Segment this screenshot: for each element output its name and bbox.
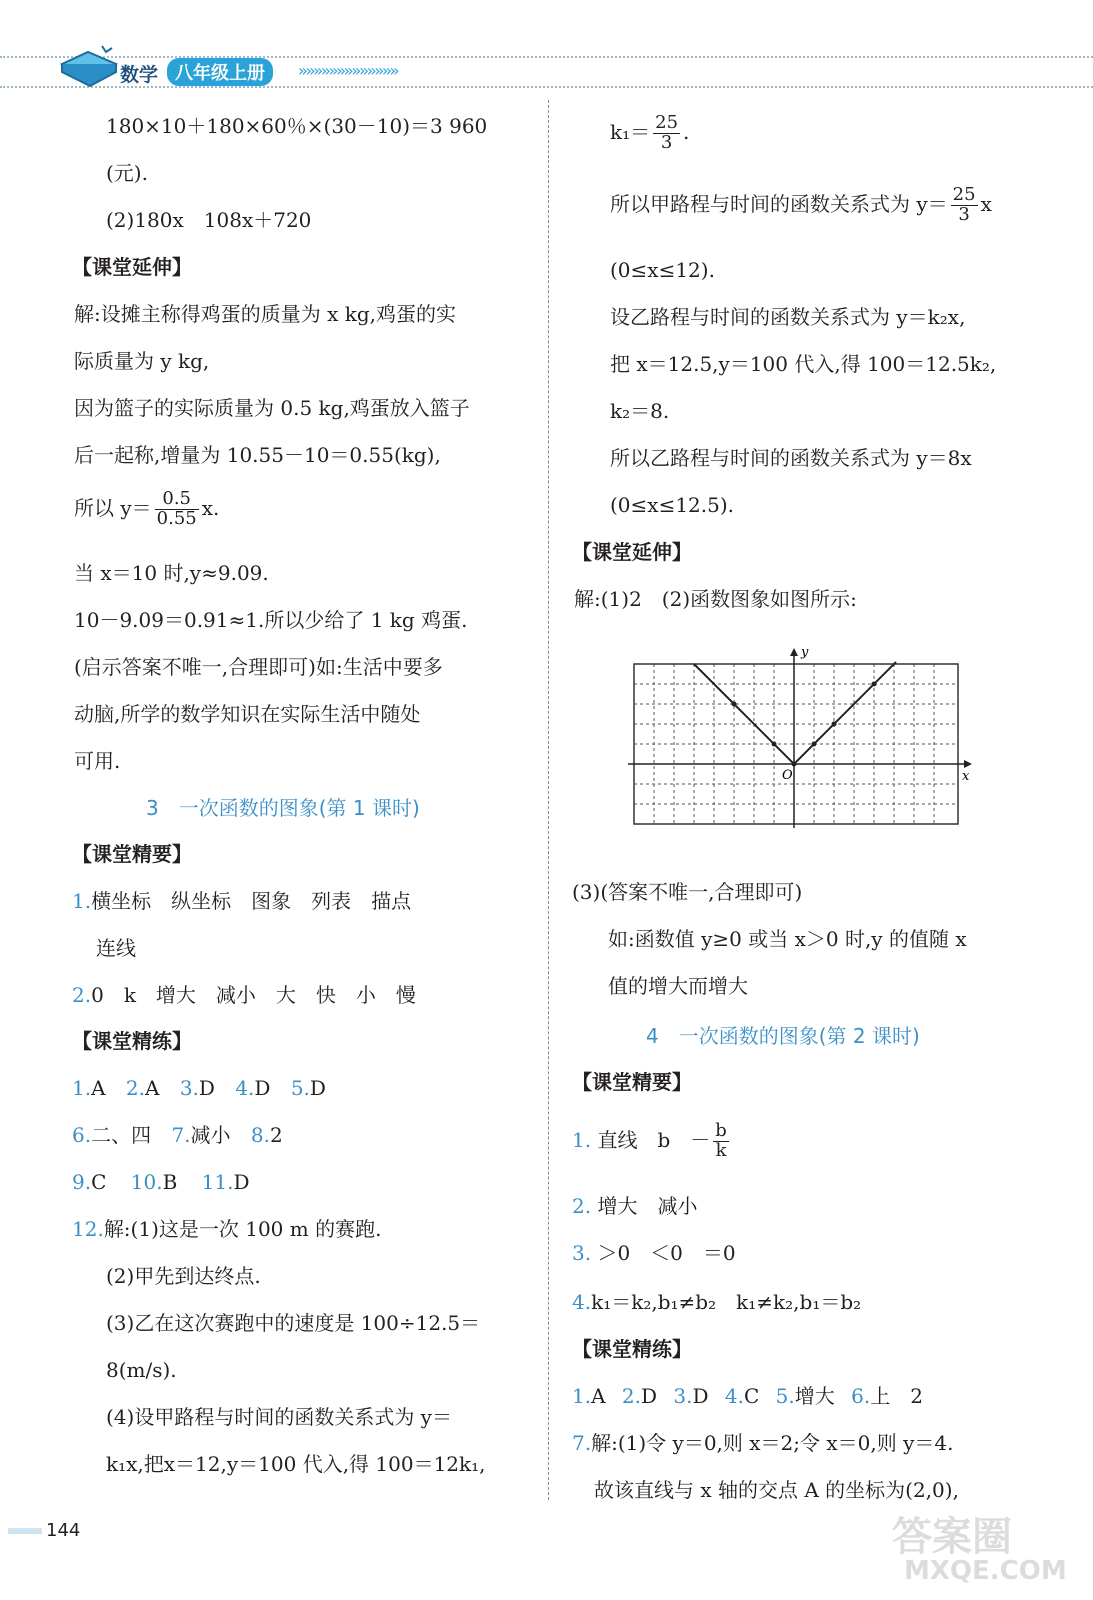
item-number: 2. xyxy=(72,983,92,1007)
item-number: 10. xyxy=(130,1170,163,1194)
item-number: 2. xyxy=(621,1384,641,1408)
answer-text: D xyxy=(692,1384,709,1408)
answer-item xyxy=(72,1123,151,1147)
text-line: (0≤x≤12). xyxy=(610,258,715,282)
answer-line xyxy=(72,889,411,913)
answer-item xyxy=(776,1384,835,1408)
text-line: 所以乙路程与时间的函数关系式为 y＝8x xyxy=(610,446,972,470)
fraction xyxy=(653,114,680,153)
answer-text: ＞0 ＜0 ＝0 xyxy=(597,1241,736,1265)
answer-item xyxy=(126,1076,160,1100)
answer-item xyxy=(180,1076,215,1100)
text-line: 故该直线与 x 轴的交点 A 的坐标为(2,0), xyxy=(594,1478,959,1502)
formula-suffix: . xyxy=(683,119,690,144)
item-number: 3. xyxy=(179,1076,199,1100)
data-point xyxy=(832,722,837,727)
item-number: 3. xyxy=(572,1241,592,1265)
text-line: 8(m/s). xyxy=(106,1358,177,1382)
text-line: 当 x＝10 时,y≈9.09. xyxy=(74,561,269,585)
answer-item xyxy=(171,1123,230,1147)
item-number: 4. xyxy=(235,1076,255,1100)
lesson-title: 4 一次函数的图象(第 2 课时) xyxy=(646,1024,920,1048)
fraction xyxy=(713,1122,729,1161)
answer-row xyxy=(72,1170,250,1194)
watermark-line2: MXQE.COM xyxy=(904,1556,1067,1586)
answer-text: 减小 xyxy=(190,1123,231,1147)
section-heading: 【课堂精练】 xyxy=(72,1029,192,1053)
formula-suffix: x. xyxy=(201,495,220,520)
answer-item xyxy=(235,1076,270,1100)
answer-text: 上 2 xyxy=(870,1384,923,1408)
y-axis-label: y xyxy=(801,645,809,660)
item-number: 4. xyxy=(724,1384,744,1408)
answer-text: 2 xyxy=(270,1123,283,1147)
fraction-denominator: 3 xyxy=(660,131,673,153)
answer-line xyxy=(72,1217,381,1241)
graph-grid xyxy=(634,664,958,824)
fraction xyxy=(155,490,199,529)
item-number: 9. xyxy=(72,1170,92,1194)
abs-function-line xyxy=(694,662,896,764)
x-axis-arrow xyxy=(964,760,972,768)
item-number: 2. xyxy=(572,1194,592,1218)
answer-text: 二、四 xyxy=(91,1123,152,1147)
answer-line xyxy=(572,1194,697,1218)
answer-item xyxy=(673,1384,708,1408)
answer-line xyxy=(572,1290,861,1314)
text-line: 10－9.09＝0.91≈1.所以少给了 1 kg 鸡蛋. xyxy=(74,608,468,632)
header-dotted-rule xyxy=(0,86,1093,88)
function-graph xyxy=(624,642,980,832)
section-heading: 【课堂延伸】 xyxy=(572,540,692,564)
answer-item xyxy=(851,1384,923,1408)
item-number: 5. xyxy=(775,1384,795,1408)
formula-line xyxy=(74,490,219,529)
answer-text: 解:(1)令 y＝0,则 x＝2;令 x＝0,则 y＝4. xyxy=(591,1431,954,1455)
answer-text: 增大 减小 xyxy=(597,1194,698,1218)
item-number: 3. xyxy=(673,1384,693,1408)
fraction-denominator: 3 xyxy=(958,203,970,225)
item-number: 11. xyxy=(201,1170,234,1194)
text-line: (启示答案不唯一,合理即可)如:生活中要多 xyxy=(74,655,443,679)
answer-row xyxy=(72,1076,326,1100)
data-point xyxy=(772,742,777,747)
answer-item xyxy=(72,1170,106,1194)
section-heading: 【课堂精要】 xyxy=(72,842,192,866)
watermark-line1: 答案圈 xyxy=(892,1514,1012,1560)
fraction-numerator: 0.5 xyxy=(155,490,199,510)
answer-text: D xyxy=(641,1384,658,1408)
answer-line xyxy=(572,1241,736,1265)
answer-item xyxy=(72,1076,106,1100)
section-heading: 【课堂精要】 xyxy=(572,1070,692,1094)
item-number: 12. xyxy=(72,1217,104,1241)
text-line: 值的增大而增大 xyxy=(608,974,748,998)
answer-line xyxy=(572,1122,732,1161)
answer-text: C xyxy=(91,1170,107,1194)
item-number: 8. xyxy=(250,1123,270,1147)
text-line: 解:(1)2 (2)函数图象如图所示: xyxy=(574,587,857,611)
text-line: 际质量为 y kg, xyxy=(74,349,210,373)
text-line: (2)甲先到达终点. xyxy=(106,1264,261,1288)
item-number: 6. xyxy=(851,1384,871,1408)
text-line: 动脑,所学的数学知识在实际生活中随处 xyxy=(74,702,421,726)
section-heading: 【课堂延伸】 xyxy=(72,255,192,279)
answer-text: C xyxy=(744,1384,760,1408)
text-line: k₂＝8. xyxy=(610,399,670,423)
item-number: 1. xyxy=(72,889,92,913)
answer-text: A xyxy=(591,1384,606,1408)
header-subject: 数学 xyxy=(120,64,159,86)
data-point xyxy=(732,702,737,707)
text-line: (3)(答案不唯一,合理即可) xyxy=(572,880,803,904)
formula-prefix: k₁＝ xyxy=(610,119,651,144)
fraction-numerator: b xyxy=(715,1120,727,1141)
answer-text: D xyxy=(254,1076,271,1100)
book-icon xyxy=(58,42,120,88)
item-number: 1. xyxy=(572,1127,592,1152)
origin-label: O xyxy=(782,768,793,783)
header-dotted-rule xyxy=(0,56,1093,58)
formula-line xyxy=(610,186,992,225)
text-line: (元). xyxy=(106,161,148,185)
header-grade-badge: 八年级上册 xyxy=(167,58,273,86)
answer-text: k₁＝k₂,b₁≠b₂ k₁≠k₂,b₁＝b₂ xyxy=(591,1290,862,1314)
formula-suffix: x xyxy=(980,191,992,216)
item-number: 7. xyxy=(572,1431,592,1455)
answer-line xyxy=(72,983,416,1007)
item-number: 1. xyxy=(72,1076,92,1100)
answer-text: 增大 xyxy=(794,1384,835,1408)
answer-item xyxy=(202,1170,250,1194)
fraction-denominator: 0.55 xyxy=(156,507,197,529)
column-divider xyxy=(548,100,549,1500)
lesson-title: 3 一次函数的图象(第 1 课时) xyxy=(146,796,420,820)
data-point xyxy=(812,742,817,747)
answer-text: A xyxy=(145,1076,160,1100)
answer-item xyxy=(251,1123,283,1147)
answer-item xyxy=(131,1170,178,1194)
formula-prefix: 所以 y＝ xyxy=(74,495,152,520)
answer-item xyxy=(572,1384,606,1408)
fraction-numerator: 25 xyxy=(952,184,976,205)
data-point xyxy=(872,682,877,687)
y-axis-arrow xyxy=(790,648,798,656)
answer-item xyxy=(291,1076,326,1100)
item-number: 4. xyxy=(572,1290,592,1314)
answer-item xyxy=(622,1384,657,1408)
answer-text: 0 k 增大 减小 大 快 小 慢 xyxy=(91,983,416,1007)
page-header xyxy=(0,0,1093,100)
text-line: (2)180x 108x＋720 xyxy=(106,208,312,232)
page-number: 144 xyxy=(46,1520,81,1541)
answer-text: D xyxy=(309,1076,326,1100)
data-point xyxy=(792,762,797,767)
answer-text: A xyxy=(91,1076,106,1100)
answer-item xyxy=(725,1384,759,1408)
text-line: k₁x,把x＝12,y＝100 代入,得 100＝12k₁, xyxy=(106,1452,486,1476)
text-line: (0≤x≤12.5). xyxy=(610,493,735,517)
fraction-numerator: 25 xyxy=(655,112,679,133)
answer-text: B xyxy=(162,1170,178,1194)
item-number: 6. xyxy=(72,1123,92,1147)
section-heading: 【课堂精练】 xyxy=(572,1337,692,1361)
answer-text: 解:(1)这是一次 100 m 的赛跑. xyxy=(103,1217,382,1241)
answer-row xyxy=(572,1384,923,1408)
text-line: 连线 xyxy=(96,936,136,960)
answer-text: D xyxy=(198,1076,215,1100)
item-number: 7. xyxy=(171,1123,191,1147)
text-line: (3)乙在这次赛跑中的速度是 100÷12.5＝ xyxy=(106,1311,481,1335)
x-axis-label: x xyxy=(962,769,970,784)
text-line: 把 x＝12.5,y＝100 代入,得 100＝12.5k₂, xyxy=(610,352,997,376)
item-number: 5. xyxy=(290,1076,310,1100)
text-line: 设乙路程与时间的函数关系式为 y＝k₂x, xyxy=(610,305,966,329)
fraction xyxy=(951,186,978,225)
answer-row xyxy=(72,1123,283,1147)
text-line: 后一起称,增量为 10.55－10＝0.55(kg), xyxy=(74,443,441,467)
formula-prefix: 所以甲路程与时间的函数关系式为 y＝ xyxy=(610,191,948,216)
text-line: (4)设甲路程与时间的函数关系式为 y＝ xyxy=(106,1405,452,1429)
text-line: 可用. xyxy=(74,749,121,773)
answer-text: D xyxy=(233,1170,250,1194)
watermark-logo xyxy=(892,1505,1067,1586)
text-line: 解:设摊主称得鸡蛋的质量为 x kg,鸡蛋的实 xyxy=(74,302,457,326)
answer-text: 直线 b － xyxy=(597,1127,711,1152)
text-line: 180×10＋180×60％×(30－10)＝3 960 xyxy=(106,114,488,138)
fraction-denominator: k xyxy=(715,1139,727,1161)
text-line: 因为篮子的实际质量为 0.5 kg,鸡蛋放入篮子 xyxy=(74,396,470,420)
text-line: 如:函数值 y≥0 或当 x＞0 时,y 的值随 x xyxy=(608,927,967,951)
header-arrows: »»»»»»»»»»»»» xyxy=(298,61,398,80)
item-number: 1. xyxy=(572,1384,592,1408)
item-number: 2. xyxy=(125,1076,145,1100)
answer-text: 横坐标 纵坐标 图象 列表 描点 xyxy=(91,889,412,913)
formula-line xyxy=(610,114,689,153)
answer-line xyxy=(572,1431,953,1455)
page-number-mark xyxy=(8,1528,42,1534)
